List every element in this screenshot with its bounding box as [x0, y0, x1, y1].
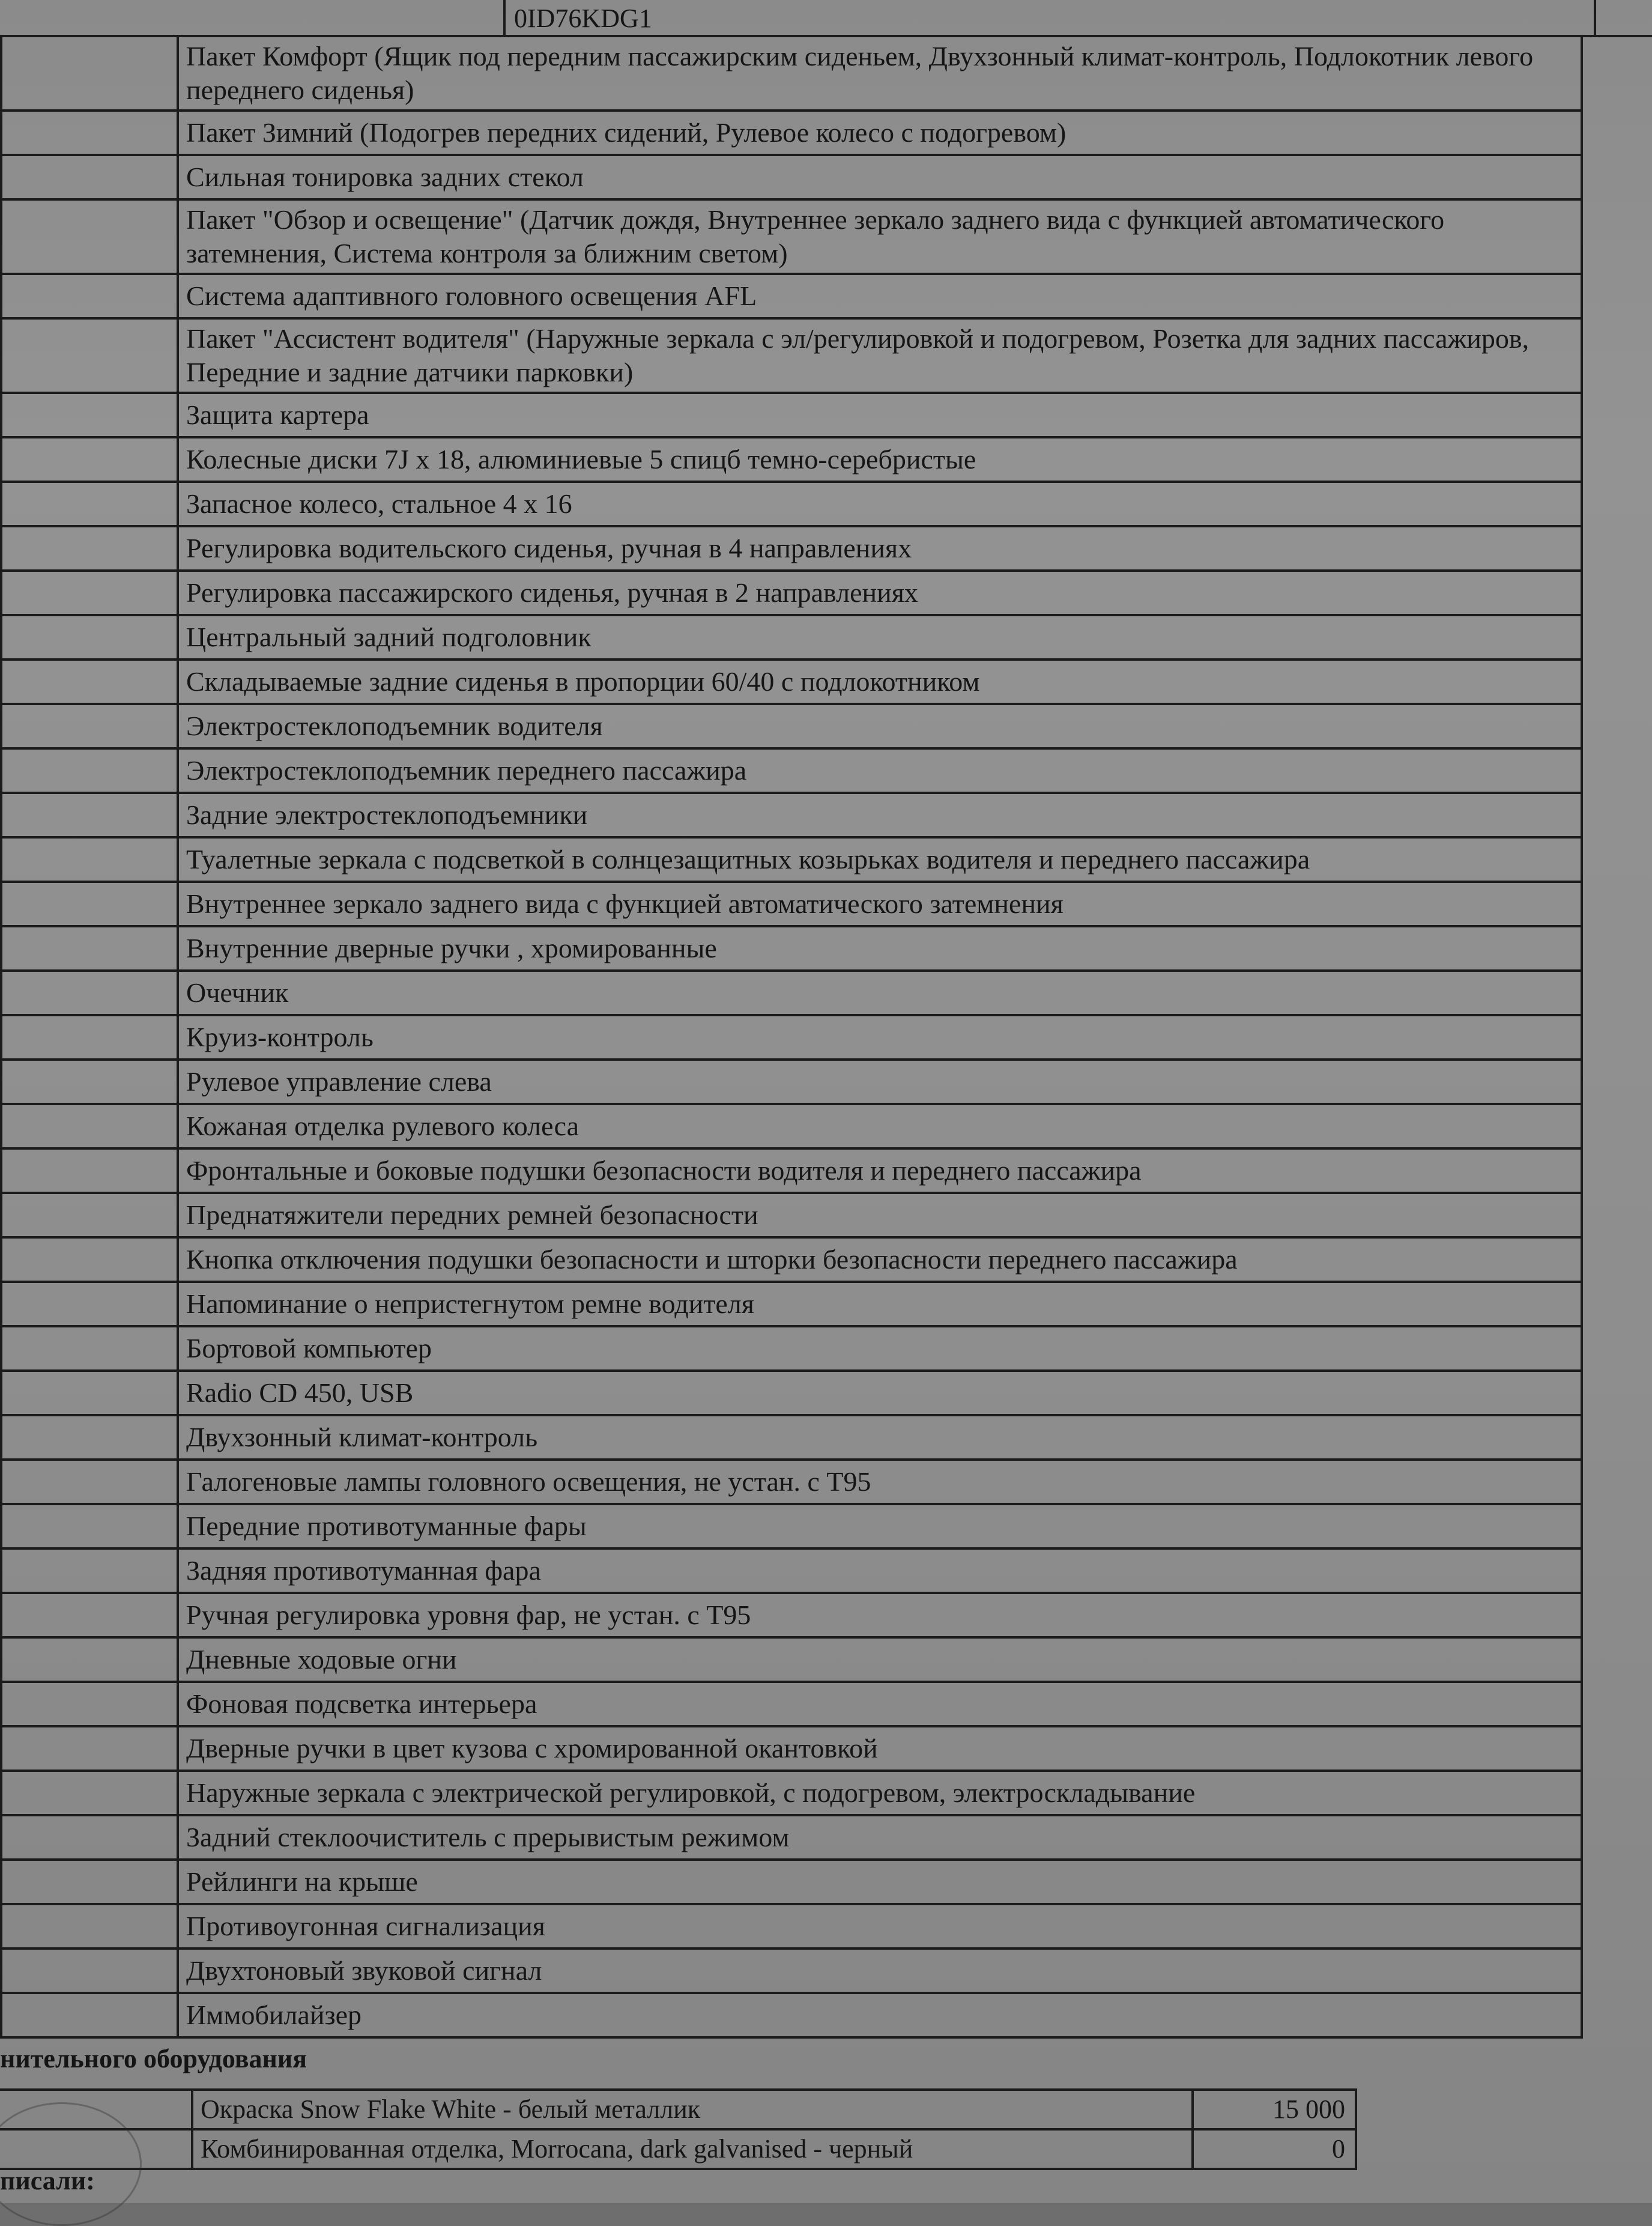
table-row: [1, 660, 1582, 704]
row-index-cell: [1, 837, 178, 882]
row-index-cell: [1, 660, 178, 704]
row-index-cell: [1, 111, 178, 155]
table-row: [1, 1860, 1582, 1904]
additional-equipment-title: нительного оборудования: [0, 2044, 307, 2073]
row-index-cell: [1, 155, 178, 199]
equipment-item: Система адаптивного головного освещения AFL: [178, 274, 1582, 318]
row-index-cell: [1, 1993, 178, 2037]
row-index-cell: [1, 793, 178, 837]
table-row: [1, 571, 1582, 615]
row-index-cell: [1, 1637, 178, 1682]
equipment-item: Электростеклоподъемник водителя: [178, 704, 1582, 748]
equipment-item: Кожаная отделка рулевого колеса: [178, 1104, 1582, 1148]
table-row: [1, 1371, 1582, 1415]
equipment-item: Двухзонный климат-контроль: [178, 1415, 1582, 1460]
row-index-cell: [1, 1682, 178, 1726]
table-row: [1, 1326, 1582, 1371]
table-row: [1, 1148, 1582, 1193]
equipment-item: Задние электростеклоподъемники: [178, 793, 1582, 837]
model-code-cell: 0ID76KDG1: [503, 0, 1596, 37]
table-row: [1, 1726, 1582, 1771]
row-index-cell: [1, 274, 178, 318]
row-index-cell: [1, 748, 178, 793]
table-row: [1, 482, 1582, 526]
table-row: [1, 1949, 1582, 1993]
row-index-cell: [1, 1548, 178, 1593]
table-row: [1, 1193, 1582, 1237]
table-row: [1, 199, 1582, 274]
equipment-item: Туалетные зеркала с подсветкой в солнцезащитных козырьках водителя и переднего пассажира: [178, 837, 1582, 882]
table-row: [1, 318, 1582, 393]
row-index-cell: [1, 704, 178, 748]
equipment-item: Преднатяжители передних ремней безопасности: [178, 1193, 1582, 1237]
equipment-item: Запасное колесо, стальное 4 x 16: [178, 482, 1582, 526]
equipment-item: Бортовой компьютер: [178, 1326, 1582, 1371]
equipment-item: Наружные зеркала с электрической регулировкой, с подогревом, электроскладывание: [178, 1771, 1582, 1815]
table-row: [1, 1993, 1582, 2037]
table-row: [1, 793, 1582, 837]
table-row: [1, 1282, 1582, 1326]
equipment-item: Складываемые задние сиденья в пропорции 60/40 с подлокотником: [178, 660, 1582, 704]
row-index-cell: [1, 1193, 178, 1237]
row-index-cell: [1, 1104, 178, 1148]
equipment-item: Электростеклоподъемник переднего пассажира: [178, 748, 1582, 793]
row-index-cell: [1, 1237, 178, 1282]
row-index-cell: [1, 1148, 178, 1193]
equipment-item: Дверные ручки в цвет кузова с хромированной окантовкой: [178, 1726, 1582, 1771]
row-index-cell: [1, 437, 178, 482]
table-row: [1, 1548, 1582, 1593]
row-index-cell: [1, 571, 178, 615]
equipment-item: Защита картера: [178, 393, 1582, 437]
table-row: [1, 1060, 1582, 1104]
option-price: 15 000: [1193, 2090, 1356, 2129]
equipment-item: Рулевое управление слева: [178, 1060, 1582, 1104]
table-row: [1, 1682, 1582, 1726]
equipment-item: Регулировка водительского сиденья, ручная в 4 направлениях: [178, 526, 1582, 571]
row-index-cell: [1, 526, 178, 571]
table-row: [1, 1460, 1582, 1504]
table-row: [0, 2090, 1356, 2129]
row-index-cell: [1, 1593, 178, 1637]
equipment-item: Задняя противотуманная фара: [178, 1548, 1582, 1593]
row-index-cell: [1, 1282, 178, 1326]
row-index-cell: [1, 926, 178, 971]
equipment-item: Пакет Зимний (Подогрев передних сидений, Рулевое колесо с подогревом): [178, 111, 1582, 155]
equipment-item: Противоугонная сигнализация: [178, 1904, 1582, 1949]
equipment-item: Radio CD 450, USB: [178, 1371, 1582, 1415]
table-row: [1, 155, 1582, 199]
equipment-item: Колесные диски 7J x 18, алюминиевые 5 спицб темно-серебристые: [178, 437, 1582, 482]
option-name: Окраска Snow Flake White - белый металлик: [192, 2090, 1193, 2129]
equipment-item: Передние противотуманные фары: [178, 1504, 1582, 1548]
equipment-item: Кнопка отключения подушки безопасности и шторки безопасности переднего пассажира: [178, 1237, 1582, 1282]
table-row: [1, 837, 1582, 882]
table-row: [1, 274, 1582, 318]
equipment-table: [0, 35, 1583, 2039]
option-price: 0: [1193, 2129, 1356, 2169]
equipment-item: Напоминание о непристегнутом ремне водителя: [178, 1282, 1582, 1326]
table-row: [1, 704, 1582, 748]
table-row: [1, 1237, 1582, 1282]
table-row: [1, 1015, 1582, 1060]
equipment-item: Внутреннее зеркало заднего вида с функцией автоматического затемнения: [178, 882, 1582, 926]
row-index-cell: [1, 1415, 178, 1460]
equipment-item: Круиз-контроль: [178, 1015, 1582, 1060]
table-row: [1, 526, 1582, 571]
table-row: [1, 111, 1582, 155]
table-row: [1, 1771, 1582, 1815]
table-row: [1, 36, 1582, 111]
table-row: [1, 1815, 1582, 1860]
row-index-cell: [1, 1726, 178, 1771]
equipment-item: Пакет "Обзор и освещение" (Датчик дождя, Внутреннее зеркало заднего вида с функцией автоматического затемнения, Система контроля за ближним светом): [178, 199, 1582, 274]
equipment-item: Центральный задний подголовник: [178, 615, 1582, 660]
equipment-item: Сильная тонировка задних стекол: [178, 155, 1582, 199]
equipment-item: Фоновая подсветка интерьера: [178, 1682, 1582, 1726]
table-row: [1, 1415, 1582, 1460]
equipment-item: Очечник: [178, 971, 1582, 1015]
signatures-label: писали:: [0, 2166, 95, 2195]
model-code-cell-right: [1585, 0, 1652, 37]
row-index-cell: [1, 36, 178, 111]
row-index-cell: [1, 1860, 178, 1904]
row-index-cell: [1, 199, 178, 274]
row-index-cell: [1, 615, 178, 660]
equipment-item: Рейлинги на крыше: [178, 1860, 1582, 1904]
option-name: Комбинированная отделка, Morrocana, dark galvanised - черный: [192, 2129, 1193, 2169]
row-index-cell: [1, 482, 178, 526]
table-row: [1, 1504, 1582, 1548]
table-row: [1, 437, 1582, 482]
table-row: [1, 1104, 1582, 1148]
equipment-item: Дневные ходовые огни: [178, 1637, 1582, 1682]
row-index-cell: [1, 393, 178, 437]
table-row: [1, 882, 1582, 926]
table-row: [1, 926, 1582, 971]
table-row: [1, 615, 1582, 660]
row-index-cell: [1, 1949, 178, 1993]
equipment-item: Внутренние дверные ручки , хромированные: [178, 926, 1582, 971]
row-index-cell: [1, 1371, 178, 1415]
equipment-item: Галогеновые лампы головного освещения, не устан. с Т95: [178, 1460, 1582, 1504]
row-index-cell: [1, 1015, 178, 1060]
equipment-item: Ручная регулировка уровня фар, не устан. с Т95: [178, 1593, 1582, 1637]
row-index-cell: [1, 1815, 178, 1860]
table-row: [0, 2129, 1356, 2169]
equipment-item: Двухтоновый звуковой сигнал: [178, 1949, 1582, 1993]
table-row: [1, 748, 1582, 793]
equipment-item: Пакет "Ассистент водителя" (Наружные зеркала с эл/регулировкой и подогревом, Розетка для задних пассажиров, Передние и задние датчики парковки): [178, 318, 1582, 393]
row-index-cell: [1, 1904, 178, 1949]
row-index-cell: [1, 1504, 178, 1548]
row-index-cell: [1, 318, 178, 393]
table-row: [1, 1593, 1582, 1637]
equipment-item: Иммобилайзер: [178, 1993, 1582, 2037]
row-index-cell: [1, 1326, 178, 1371]
row-index-cell: [1, 1060, 178, 1104]
equipment-item: Фронтальные и боковые подушки безопасности водителя и переднего пассажира: [178, 1148, 1582, 1193]
table-row: [1, 1904, 1582, 1949]
equipment-item: Регулировка пассажирского сиденья, ручная в 2 направлениях: [178, 571, 1582, 615]
equipment-item: Задний стеклоочиститель с прерывистым режимом: [178, 1815, 1582, 1860]
table-row: [1, 971, 1582, 1015]
row-index-cell: [1, 971, 178, 1015]
additional-equipment-table: [0, 2088, 1357, 2170]
row-index-cell: [1, 882, 178, 926]
table-row: [1, 393, 1582, 437]
table-row: [1, 1637, 1582, 1682]
row-index-cell: [1, 1460, 178, 1504]
equipment-item: Пакет Комфорт (Ящик под передним пассажирским сиденьем, Двухзонный климат-контроль, Подлокотник левого переднего сиденья): [178, 36, 1582, 111]
row-index-cell: [1, 1771, 178, 1815]
